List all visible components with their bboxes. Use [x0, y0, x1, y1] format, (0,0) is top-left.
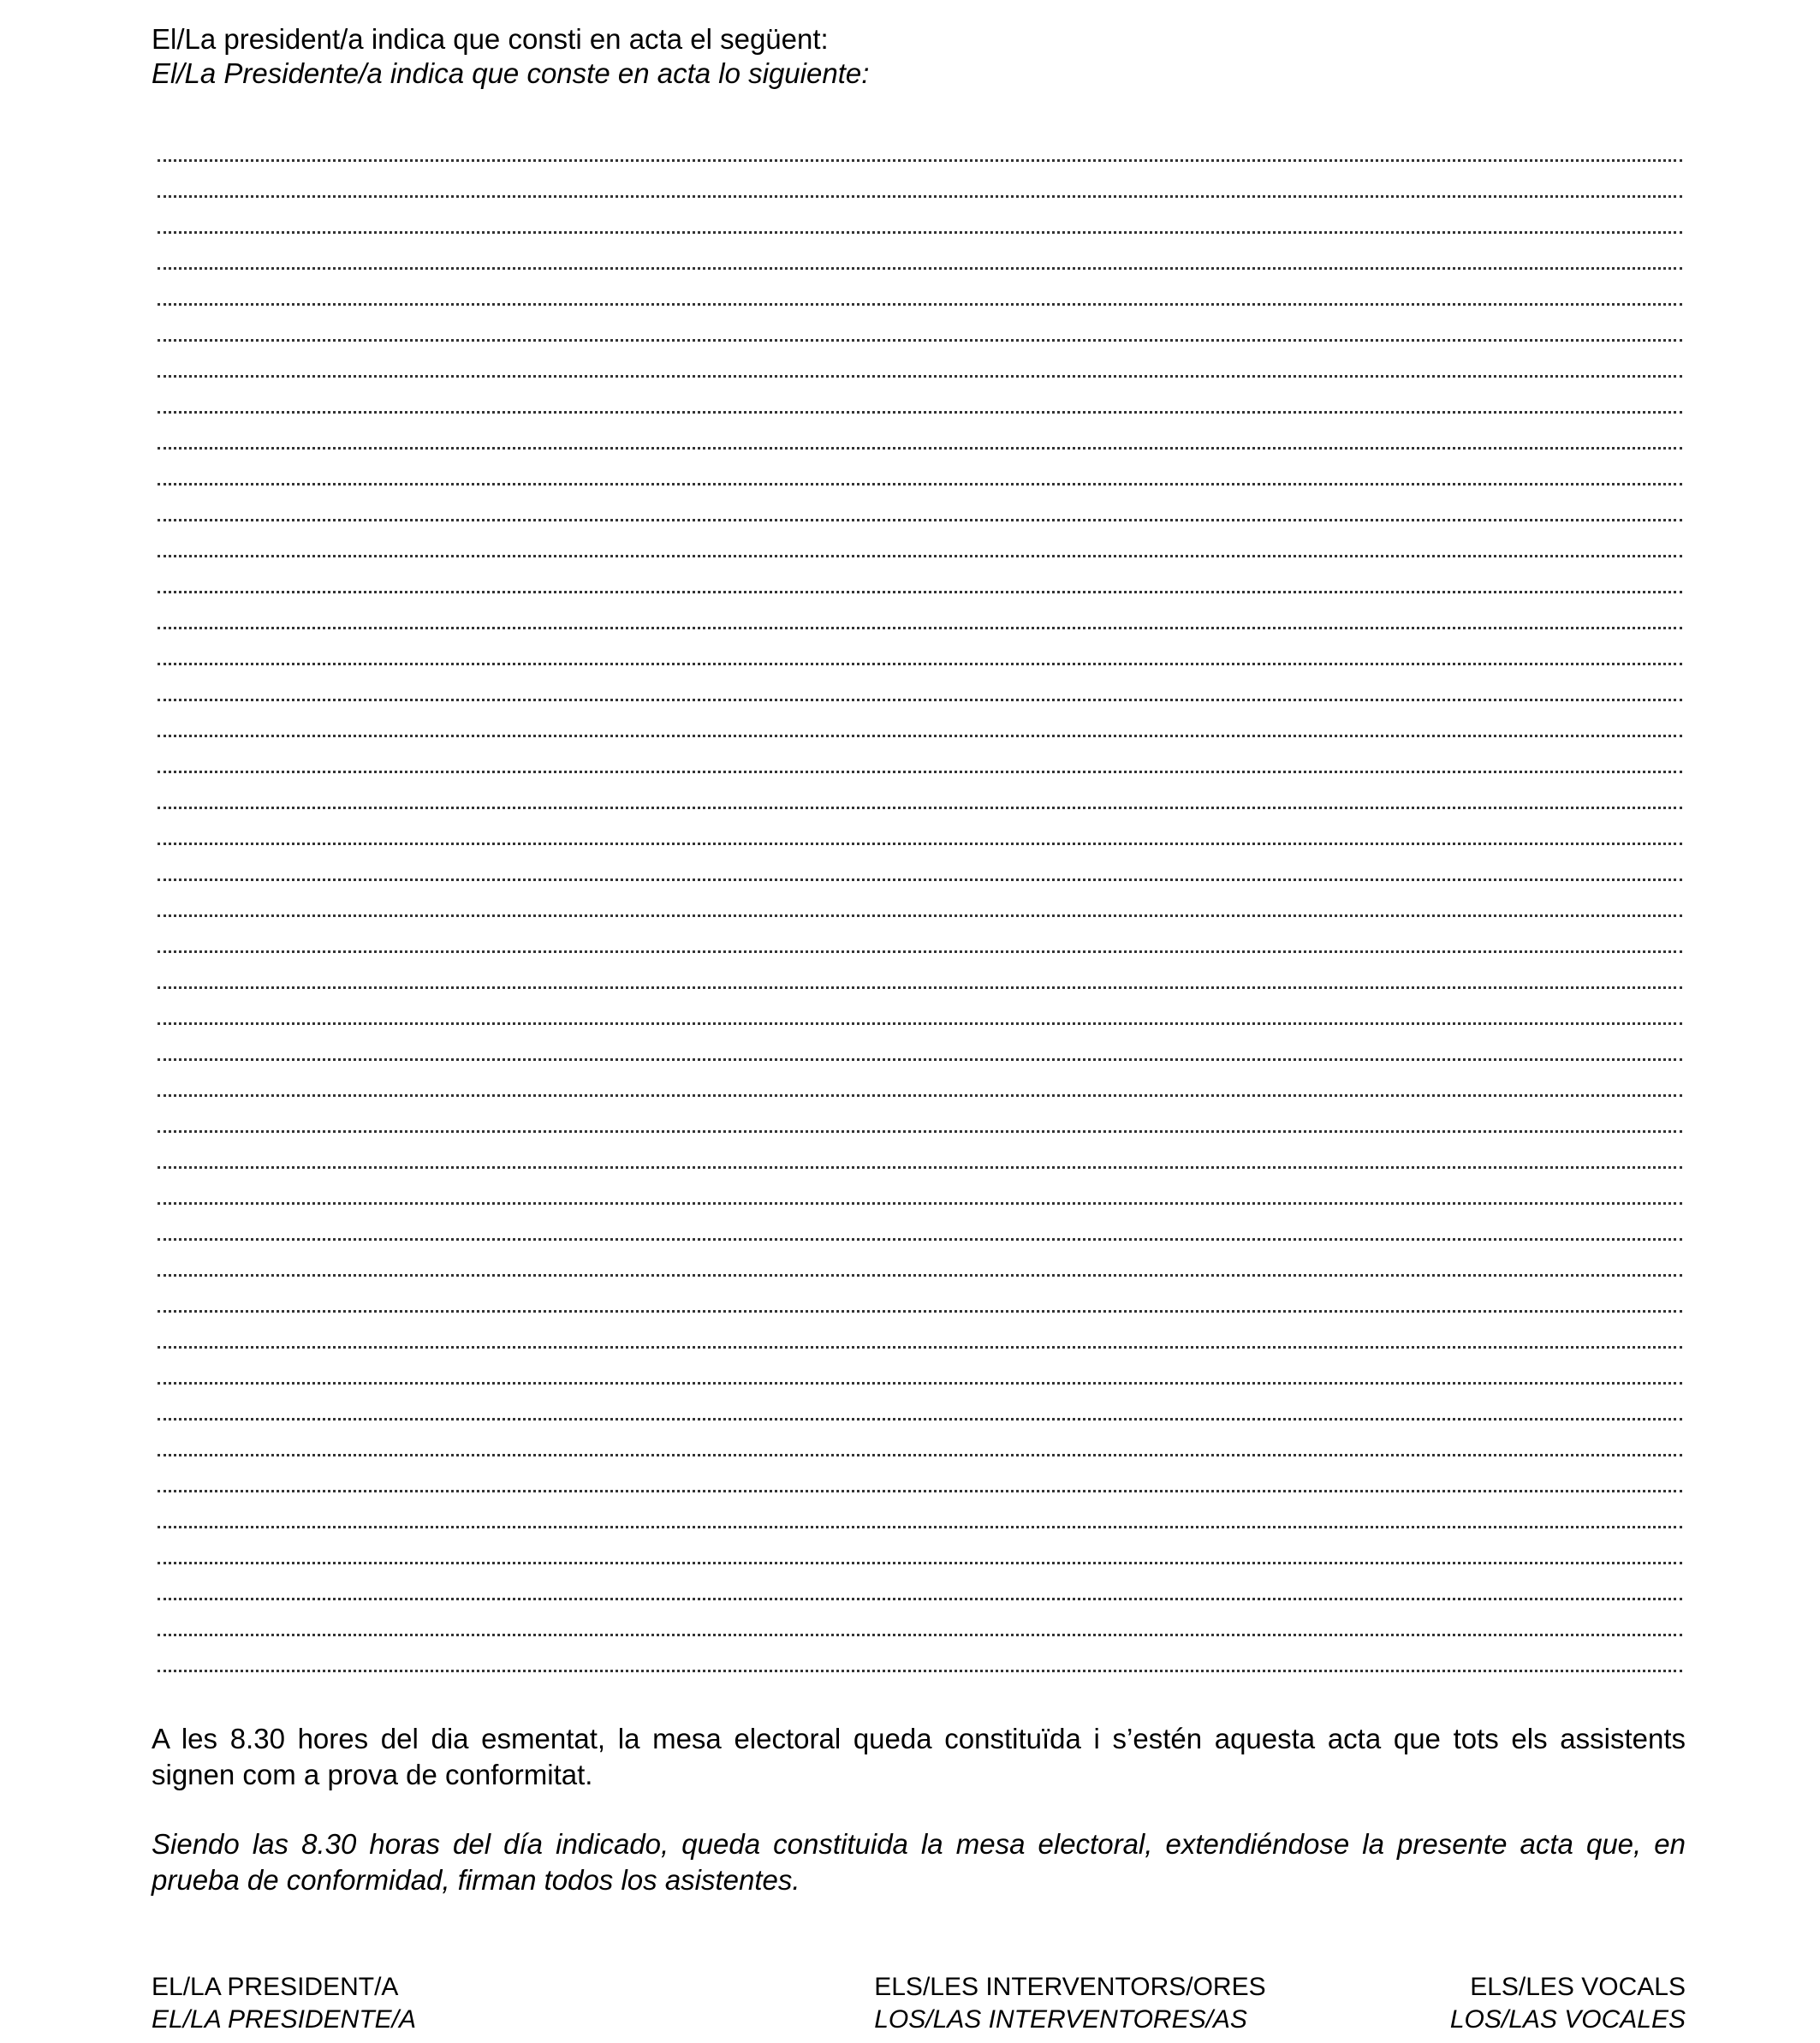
dotted-line — [158, 644, 1682, 680]
statement-heading — [152, 22, 869, 91]
dotted-line — [158, 392, 1682, 428]
dotted-line — [158, 572, 1682, 608]
dotted-line — [158, 140, 1682, 176]
signature-label-spanish: EL/LA PRESIDENTE/A — [152, 2005, 416, 2034]
dotted-line — [158, 1004, 1682, 1039]
dotted-line — [158, 1471, 1682, 1507]
dotted-line — [158, 1579, 1682, 1615]
dotted-line — [158, 1363, 1682, 1399]
dotted-line — [158, 1615, 1682, 1651]
dotted-line — [158, 176, 1682, 212]
dotted-line — [158, 1075, 1682, 1111]
signature-label-spanish: LOS/LAS INTERVENTORES/AS — [874, 2005, 1247, 2034]
dotted-line — [158, 1039, 1682, 1075]
dotted-line — [158, 680, 1682, 716]
signature-interventors — [874, 1971, 1265, 2036]
closing-paragraph-spanish: Siendo las 8.30 horas del día indicado, queda constituida la mesa electoral, extendiéndose la presente acta que, en prueba de conformidad, firman todos los asistentes. — [152, 1828, 1686, 1896]
signature-president — [152, 1971, 416, 2036]
signature-row — [152, 1971, 1686, 2036]
dotted-line — [158, 896, 1682, 932]
dotted-line — [158, 968, 1682, 1004]
dotted-line — [158, 1111, 1682, 1147]
signature-vocals — [1450, 1971, 1686, 2036]
signature-label-catalan: ELS/LES INTERVENTORS/ORES — [874, 1973, 1266, 2001]
dotted-line — [158, 1219, 1682, 1255]
dotted-line — [158, 1327, 1682, 1363]
dotted-line — [158, 464, 1682, 500]
signature-label-catalan: ELS/LES VOCALS — [1470, 1973, 1686, 2001]
dotted-line — [158, 500, 1682, 536]
dotted-line — [158, 1291, 1682, 1327]
dotted-line — [158, 716, 1682, 752]
signature-label-spanish: LOS/LAS VOCALES — [1449, 2005, 1686, 2034]
heading-catalan: El/La president/a indica que consti en acta el següent: — [152, 23, 829, 55]
dotted-line — [158, 1651, 1682, 1687]
dotted-line — [158, 1435, 1682, 1471]
dotted-line — [158, 608, 1682, 644]
dotted-line — [158, 248, 1682, 284]
closing-paragraph-catalan: A les 8.30 hores del dia esmentat, la mesa electoral queda constituïda i s’estén aquesta acta que tots els assistents signen com a prova de conformitat. — [152, 1723, 1686, 1790]
dotted-line — [158, 356, 1682, 392]
dotted-line — [158, 824, 1682, 860]
dotted-line — [158, 788, 1682, 824]
dotted-line — [158, 1399, 1682, 1435]
dotted-line — [158, 860, 1682, 896]
heading-spanish: El/La Presidente/a indica que conste en acta lo siguiente: — [152, 57, 870, 89]
dotted-line — [158, 428, 1682, 464]
blank-writing-lines — [158, 140, 1682, 1687]
dotted-line — [158, 1255, 1682, 1291]
dotted-line — [158, 284, 1682, 320]
dotted-line — [158, 752, 1682, 788]
dotted-line — [158, 212, 1682, 248]
dotted-line — [158, 1147, 1682, 1183]
signature-label-catalan: EL/LA PRESIDENT/A — [152, 1973, 399, 2001]
dotted-line — [158, 536, 1682, 572]
dotted-line — [158, 1507, 1682, 1543]
dotted-line — [158, 1543, 1682, 1579]
dotted-line — [158, 320, 1682, 356]
dotted-line — [158, 1183, 1682, 1219]
dotted-line — [158, 932, 1682, 968]
